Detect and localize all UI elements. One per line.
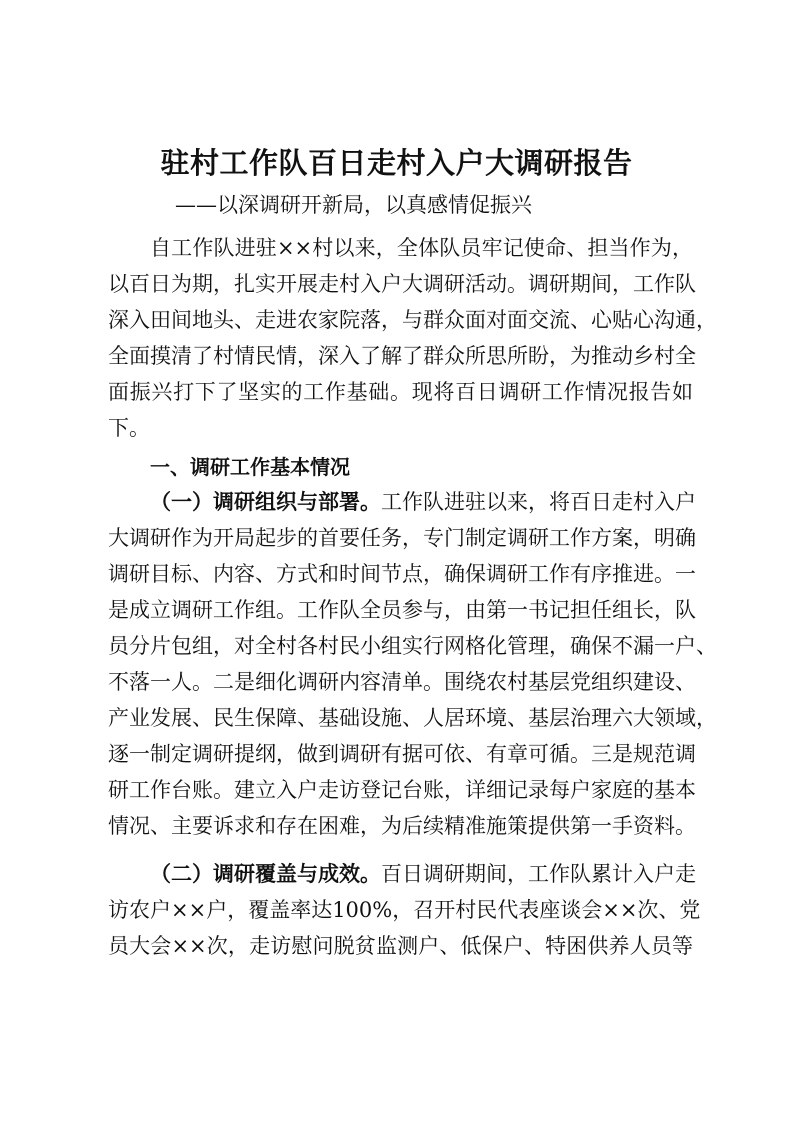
sub2-line-3: 员大会××次，走访慰问脱贫监测户、低保户、特困供养人员等 bbox=[108, 934, 693, 958]
sub2-heading: （二）调研覆盖与成效。 bbox=[150, 861, 381, 886]
intro-line-5: 面振兴打下了坚实的工作基础。现将百日调研工作情况报告如 bbox=[108, 380, 693, 404]
sub1-line-9: 研工作台账。建立入户走访登记台账，详细记录每户家庭的基本 bbox=[108, 778, 696, 802]
sub1-line-10: 情况、主要诉求和存在困难，为后续精准施策提供第一手资料。 bbox=[108, 814, 696, 838]
sub1-line-2: 大调研作为开局起步的首要任务，专门制定调研工作方案，明确 bbox=[108, 526, 696, 550]
intro-line-4: 全面摸清了村情民情，深入了解了群众所思所盼，为推动乡村全 bbox=[108, 344, 696, 368]
intro-line-3: 深入田间地头、走进农家院落，与群众面对面交流、心贴心沟通， bbox=[108, 308, 717, 332]
intro-line-2: 以百日为期，扎实开展走村入户大调研活动。调研期间，工作队 bbox=[108, 272, 696, 296]
sub1-line-6: 不落一人。二是细化调研内容清单。围绕农村基层党组织建设、 bbox=[108, 670, 696, 694]
sub2-first-line-text: 百日调研期间，工作队累计入户走 bbox=[381, 862, 696, 886]
intro-line-1: 自工作队进驻××村以来，全体队员牢记使命、担当作为， bbox=[150, 236, 693, 260]
document-subtitle: ——以深调研开新局，以真感情促振兴 bbox=[175, 193, 532, 217]
sub1-line-4: 是成立调研工作组。工作队全员参与，由第一书记担任组长，队 bbox=[108, 598, 696, 622]
sub1-line-5: 员分片包组，对全村各村民小组实行网格化管理，确保不漏一户、 bbox=[108, 634, 717, 658]
sub1-first-line-text: 工作队进驻以来，将百日走村入户 bbox=[381, 490, 696, 514]
document-title: 驻村工作队百日走村入户大调研报告 bbox=[160, 146, 633, 180]
sub1-line-8: 逐一制定调研提纲，做到调研有据可依、有章可循。三是规范调 bbox=[108, 742, 696, 766]
intro-line-6: 下。 bbox=[108, 416, 150, 440]
sub2-line-2: 访农户××户，覆盖率达100%，召开村民代表座谈会××次、党 bbox=[108, 898, 701, 922]
section-1-heading: 一、调研工作基本情况 bbox=[150, 455, 350, 479]
sub1-heading: （一）调研组织与部署。 bbox=[150, 489, 381, 514]
sub2-first-line bbox=[150, 856, 696, 892]
sub1-line-7: 产业发展、民生保障、基础设施、人居环境、基层治理六大领域， bbox=[108, 706, 717, 730]
sub1-line-3: 调研目标、内容、方式和时间节点，确保调研工作有序推进。一 bbox=[108, 562, 696, 586]
sub1-first-line bbox=[150, 484, 696, 520]
